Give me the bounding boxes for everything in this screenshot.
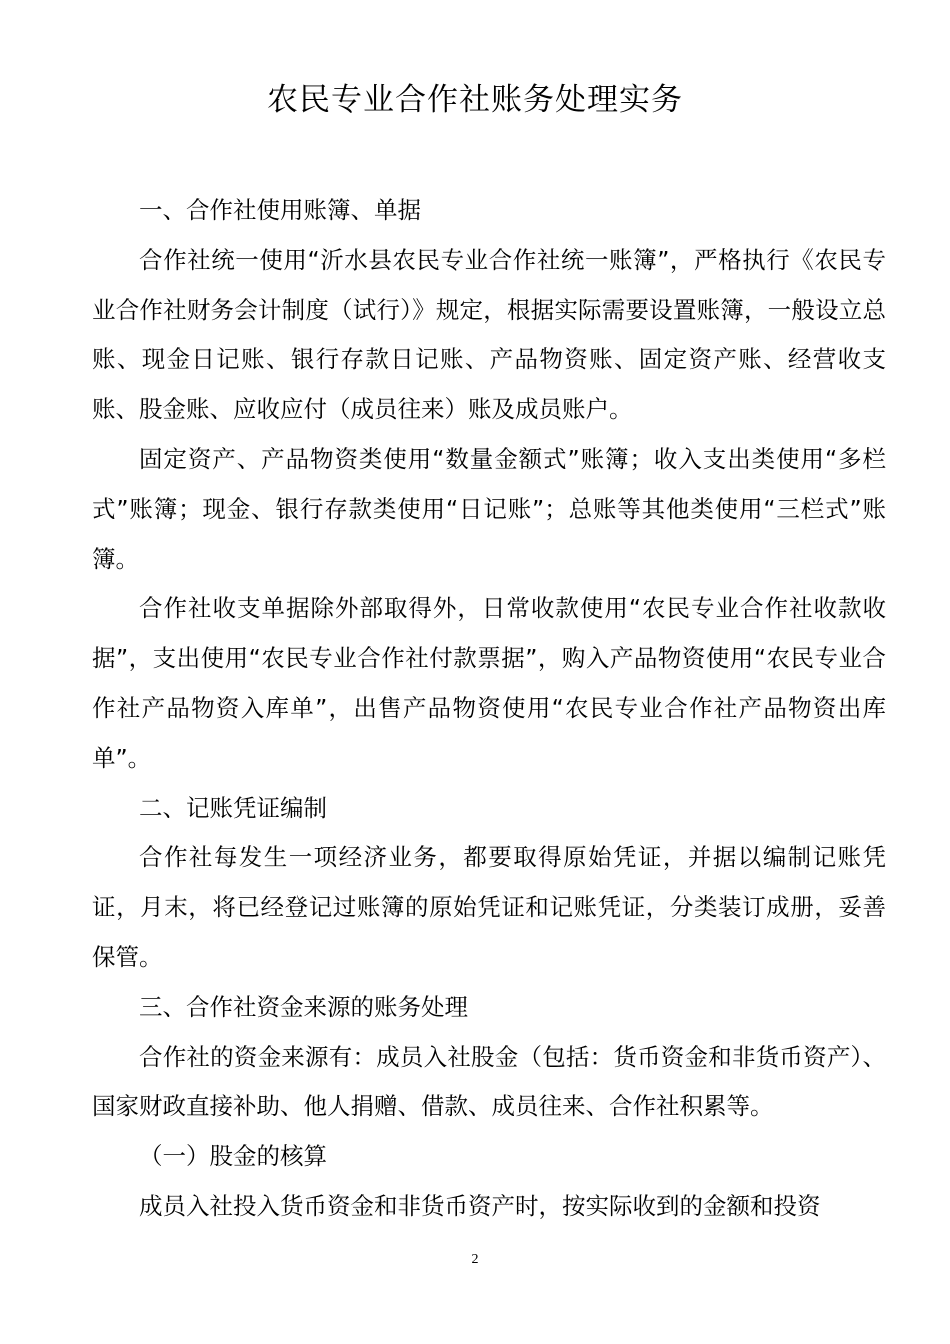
- section-heading-3: 三、合作社资金来源的账务处理: [139, 992, 468, 1021]
- document-body: [92, 186, 886, 1232]
- body-paragraph-2: 固定资产、产品物资类使用“数量金额式”账簿；收入支出类使用“多栏式”账簿；现金、银行存款类使用“日记账”；总账等其他类使用“三栏式”账簿。: [92, 444, 886, 573]
- body-paragraph-1: 合作社统一使用“沂水县农民专业合作社统一账簿”，严格执行《农民专业合作社财务会计制度（试行）》规定，根据实际需要设置账簿，一般设立总账、现金日记账、银行存款日记账、产品物资账、固定资产账、经营收支账、股金账、应收应付（成员往来）账及成员账户。: [92, 245, 886, 424]
- body-paragraph-6: 成员入社投入货币资金和非货币资产时，按实际收到的金额和投资: [139, 1191, 821, 1220]
- document-title: 农民专业合作社账务处理实务: [267, 82, 683, 118]
- section-heading-2: 二、记账凭证编制: [139, 793, 327, 822]
- body-paragraph-4: 合作社每发生一项经济业务，都要取得原始凭证，并据以编制记账凭证，月末，将已经登记过账簿的原始凭证和记账凭证，分类装订成册，妥善保管。: [92, 843, 886, 971]
- body-paragraph-3: 合作社收支单据除外部取得外，日常收款使用“农民专业合作社收款收据”，支出使用“农民专业合作社付款票据”，购入产品物资使用“农民专业合作社产品物资入库单”，出售产品物资使用“农民专业合作社产品物资出库单”。: [92, 594, 886, 772]
- page-number: 2: [471, 1252, 479, 1267]
- body-paragraph-5: 合作社的资金来源有：成员入社股金（包括：货币资金和非货币资产）、国家财政直接补助、他人捐赠、借款、成员往来、合作社积累等。: [92, 1042, 886, 1121]
- subsection-heading-1: （一）股金的核算: [139, 1142, 327, 1171]
- section-heading-1: 一、合作社使用账簿、单据: [139, 196, 421, 224]
